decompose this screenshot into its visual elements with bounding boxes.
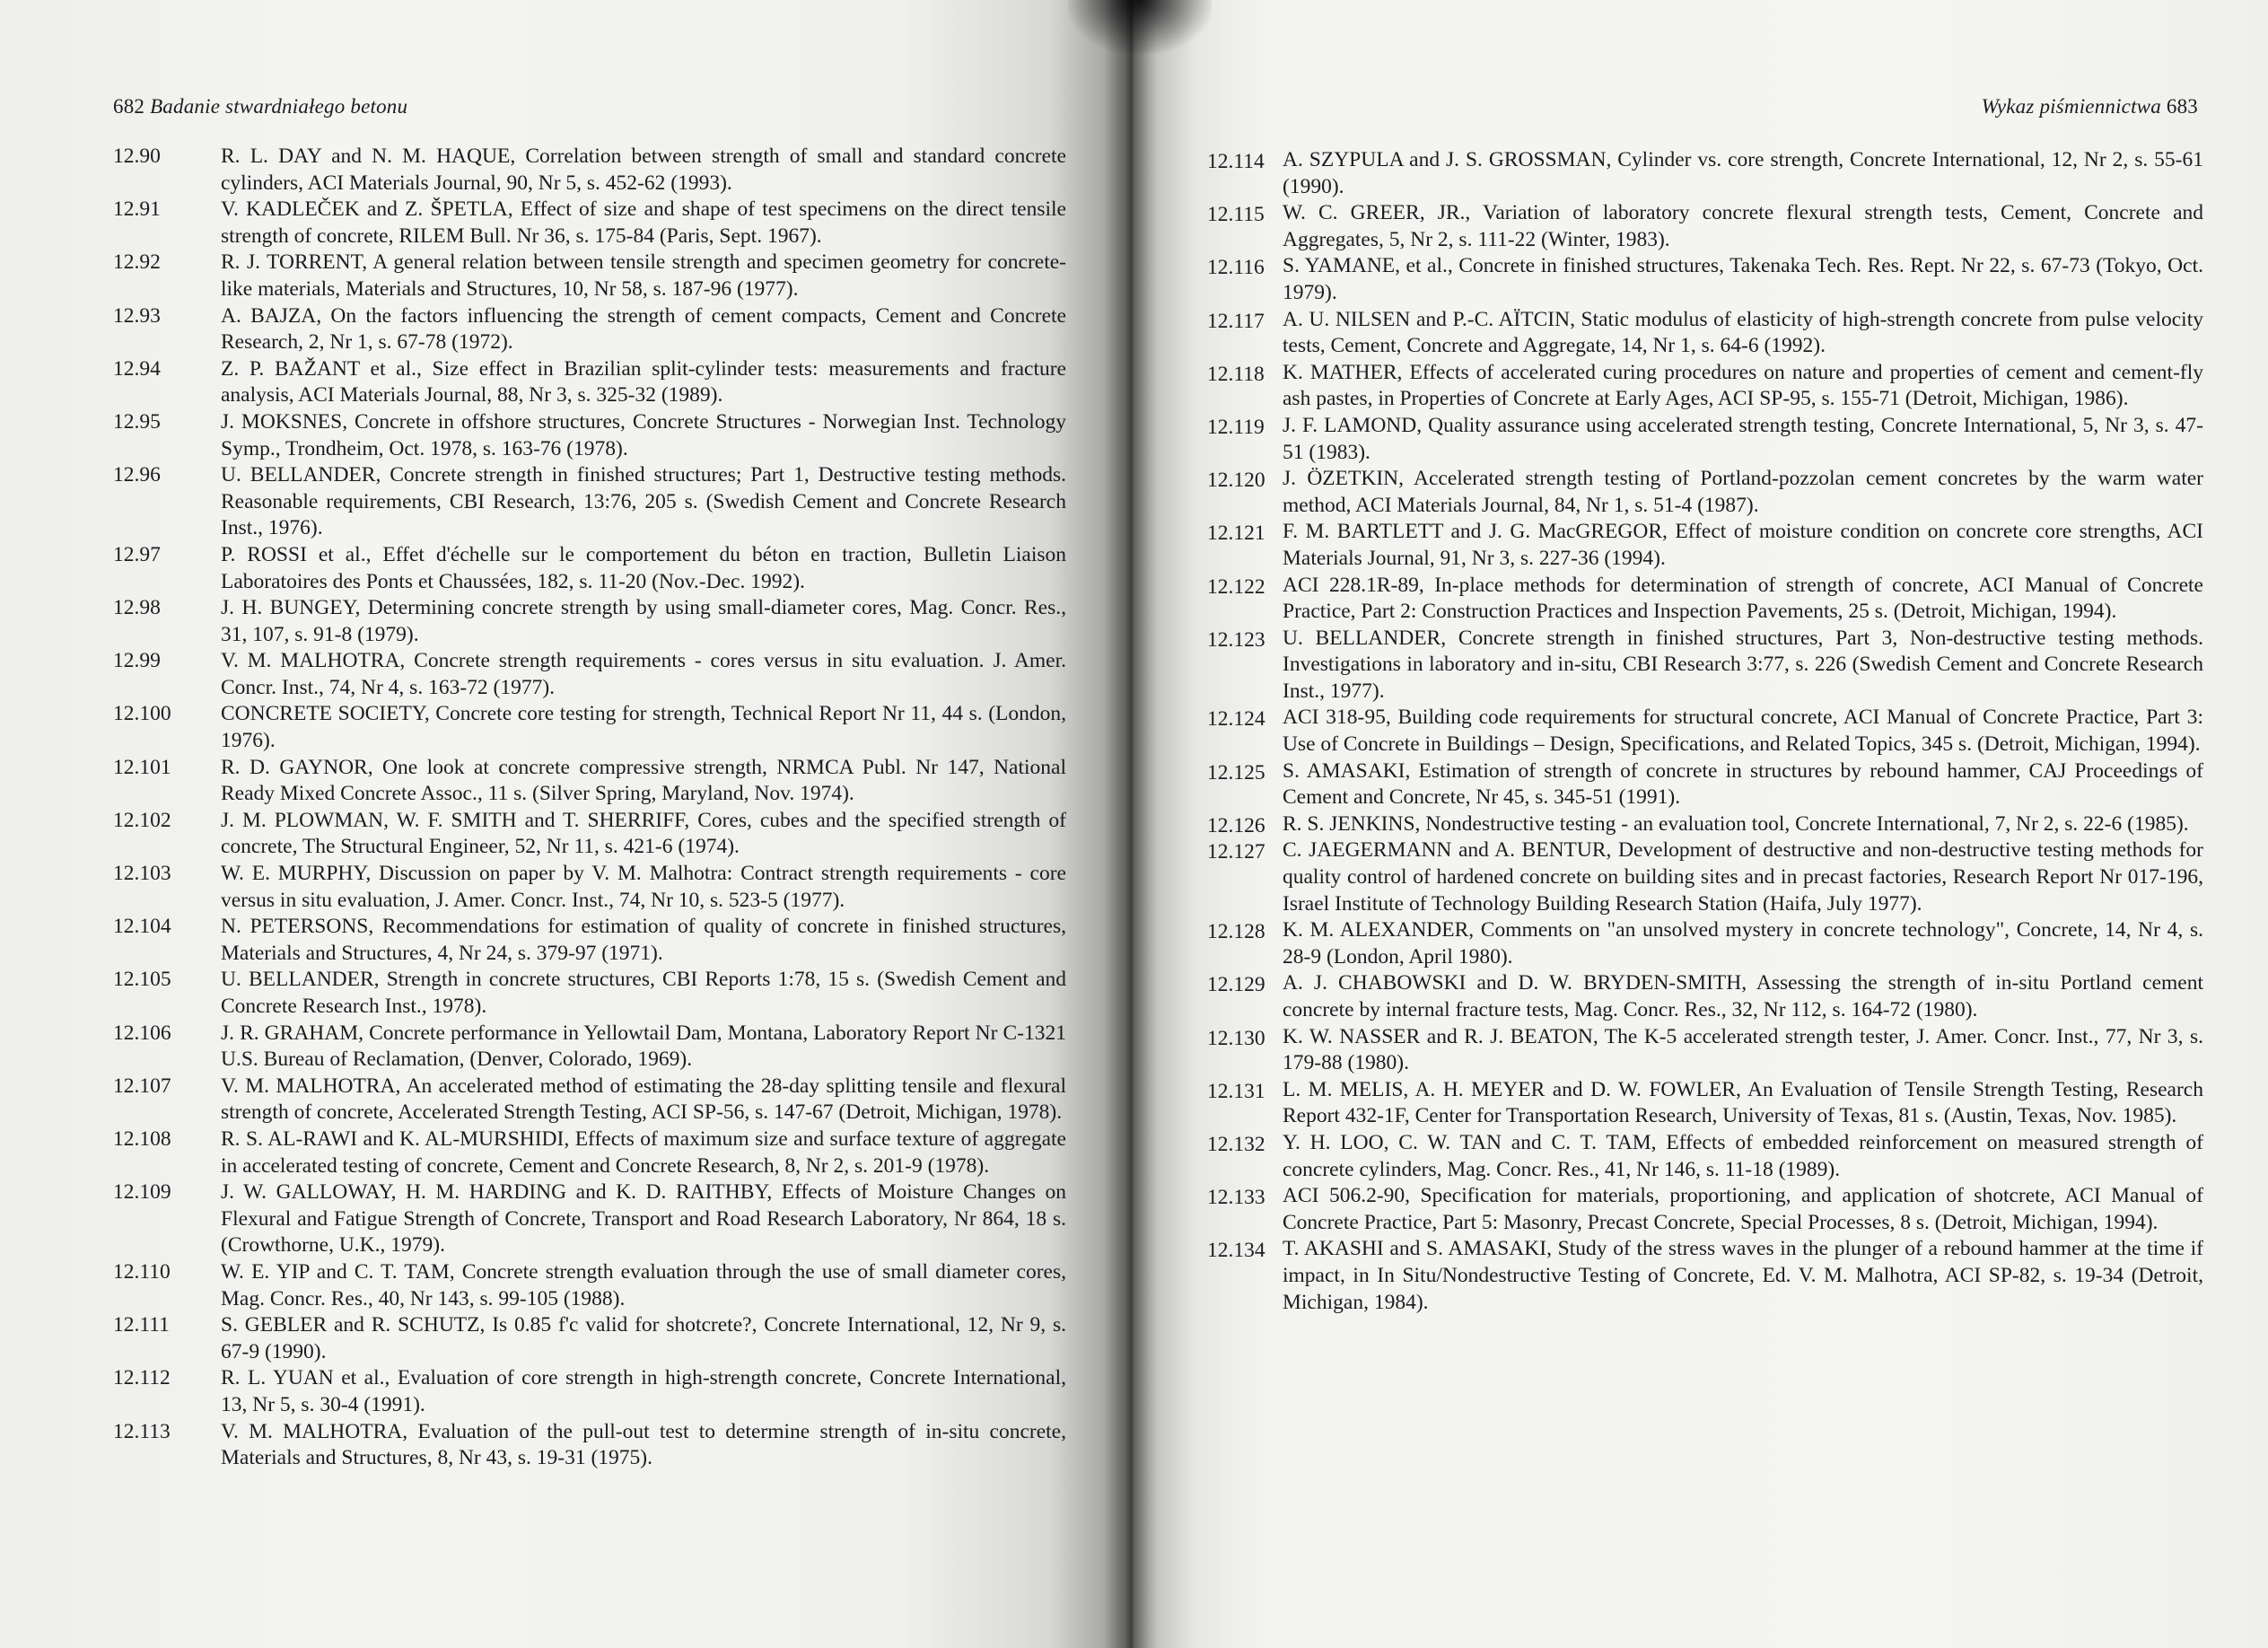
book-gutter-shadow [1104,0,1158,1648]
reference-text: R. S. JENKINS, Nondestructive testing - an evaluation tool, Concrete International, 7, Nr 2, s. 22-6 (1985). [1283,811,2189,836]
reference-entry [113,648,1066,701]
right-page-title: Wykaz piśmiennictwa [1981,95,2161,118]
reference-text: CONCRETE SOCIETY, Concrete core testing for strength, Technical Report Nr 11, 44 s. (London, 1976). [221,702,1066,753]
reference-text: J. MOKSNES, Concrete in offshore structures, Concrete Structures - Norwegian Inst. Technology Symp., Trondheim, Oct. 1978, s. 163-76 (1978). [221,409,1066,460]
reference-entry [1207,626,2203,706]
reference-entry [1207,705,2203,758]
reference-number: 12.125 [1207,760,1265,785]
reference-text: J. R. GRAHAM, Concrete performance in Yellowtail Dam, Montana, Laboratory Report Nr C-1321 U.S. Bureau of Reclamation, (Denver, Colorado, 1969). [221,1021,1066,1072]
reference-number: 12.102 [113,808,171,832]
reference-entry [113,1312,1066,1365]
reference-text: J. M. PLOWMAN, W. F. SMITH and T. SHERRIFF, Cores, cubes and the specified strength of concrete, The Structural Engineer, 52, Nr 11, s. 421-6 (1974). [221,808,1066,859]
reference-number: 12.90 [113,145,161,168]
reference-text: U. BELLANDER, Concrete strength in finished structures, Part 3, Non-destructive testing methods. Investigations in laboratory and in-situ, CBI Research 3:77, s. 226 (Swedish Cement and Concrete Research Inst., 1977). [1283,626,2203,703]
reference-entry [1207,200,2203,253]
reference-entry [1207,970,2203,1023]
reference-text: W. C. GREER, JR., Variation of laboratory concrete flexural strength tests, Cement, Concrete and Aggregates, 5, Nr 2, s. 111-22 (Winter, 1983). [1283,201,2203,251]
reference-entry [1207,360,2203,413]
reference-text: A. BAJZA, On the factors influencing the strength of cement compacts, Cement and Concrete Research, 2, Nr 1, s. 67-78 (1972). [221,303,1066,355]
reference-entry [1207,1024,2203,1077]
reference-number: 12.91 [113,197,161,222]
reference-number: 12.107 [113,1074,171,1098]
reference-text: Y. H. LOO, C. W. TAN and C. T. TAM, Effects of embedded reinforcement on measured strength of concrete cylinders, Mag. Concr. Res., 41, Nr 146, s. 11-18 (1989). [1283,1130,2203,1181]
reference-text: V. KADLEČEK and Z. ŠPETLA, Effect of size and shape of test specimens on the direct tensile strength of concrete, RILEM Bull. Nr 36, s. 175-84 (Paris, Sept. 1967). [221,197,1066,248]
reference-text: S. GEBLER and R. SCHUTZ, Is 0.85 f'c valid for shotcrete?, Concrete International, 12, Nr 9, s. 67-9 (1990). [221,1313,1066,1363]
reference-entry [113,1365,1066,1418]
reference-number: 12.112 [113,1366,171,1390]
reference-number: 12.108 [113,1126,171,1151]
reference-entry [113,197,1066,250]
reference-entry [113,542,1066,595]
reference-entry [1207,837,2203,917]
reference-entry [113,1179,1066,1259]
reference-entry [1207,519,2203,572]
reference-text: ACI 506.2-90, Specification for materials, proportioning, and application of shotcrete, ACI Manual of Concrete Practice, Part 5: Masonry, Precast Concrete, Special Processes, 8 s. (Detroit, Michigan, 1994). [1283,1184,2203,1234]
reference-text: K. MATHER, Effects of accelerated curing procedures on nature and properties of cement and cement-fly ash pastes, in Properties of Concrete at Early Ages, ACI SP-95, s. 155-71 (Detroit, Michigan, 1986). [1283,360,2203,411]
reference-text: A. SZYPULA and J. S. GROSSMAN, Cylinder vs. core strength, Concrete International, 12, Nr 2, s. 55-61 (1990). [1283,148,2203,198]
reference-text: ACI 228.1R-89, In-place methods for determination of strength of concrete, ACI Manual of Concrete Practice, Part 2: Construction Practices and Inspection Pavements, 25 s. (Detroit, Michigan, 1994). [1283,573,2203,624]
reference-text: V. M. MALHOTRA, Concrete strength requirements - cores versus in situ evaluation. J. Amer. Concr. Inst., 74, Nr 4, s. 163-72 (1977). [221,649,1066,699]
reference-entry [113,861,1066,914]
reference-number: 12.97 [113,542,161,566]
reference-number: 12.96 [113,463,161,487]
reference-number: 12.127 [1207,840,1265,864]
reference-entry [113,462,1066,542]
reference-entry [1207,917,2203,970]
right-reference-list [1207,147,2203,1316]
reference-number: 12.106 [113,1021,171,1045]
right-page-number: 683 [2166,95,2198,118]
reference-entry [1207,1077,2203,1130]
reference-text: R. S. AL-RAWI and K. AL-MURSHIDI, Effects of maximum size and surface texture of aggregate in accelerated testing of concrete, Cement and Concrete Research, 8, Nr 2, s. 201-9 (1978). [221,1126,1066,1178]
reference-entry [1207,1236,2203,1316]
left-page [0,0,1126,1648]
left-page-header [113,95,407,118]
reference-text: R. D. GAYNOR, One look at concrete compressive strength, NRMCA Publ. Nr 147, National Ready Mixed Concrete Assoc., 11 s. (Silver Spring, Maryland, Nov. 1974). [221,755,1066,806]
reference-entry [113,1126,1066,1179]
reference-number: 12.123 [1207,627,1265,652]
reference-number: 12.122 [1207,574,1265,599]
reference-text: Z. P. BAŽANT et al., Size effect in Brazilian split-cylinder tests: measurements and fracture analysis, ACI Materials Journal, 88, Nr 3, s. 325-32 (1989). [221,356,1066,408]
reference-entry [113,1074,1066,1126]
reference-text: J. H. BUNGEY, Determining concrete strength by using small-diameter cores, Mag. Concr. Res., 31, 107, s. 91-8 (1979). [221,596,1066,646]
reference-text: S. AMASAKI, Estimation of strength of concrete in structures by rebound hammer, CAJ Proceedings of Cement and Concrete, Nr 45, s. 345-51 (1991). [1283,758,2203,810]
reference-number: 12.94 [113,356,161,381]
reference-number: 12.132 [1207,1132,1265,1156]
reference-text: K. M. ALEXANDER, Comments on "an unsolved mystery in concrete technology", Concrete, 14, Nr 4, s. 28-9 (London, April 1980). [1283,918,2203,969]
reference-entry [1207,758,2203,811]
reference-number: 12.133 [1207,1186,1265,1210]
reference-number: 12.129 [1207,973,1265,997]
reference-number: 12.103 [113,862,171,886]
reference-text: T. AKASHI and S. AMASAKI, Study of the stress waves in the plunger of a rebound hammer at the time if impact, in In Situ/Nondestructive Testing of Concrete, Ed. V. M. Malhotra, ACI SP-82, s. 19-34 (Detroit, Michigan, 1984). [1283,1237,2203,1314]
reference-text: K. W. NASSER and R. J. BEATON, The K-5 accelerated strength tester, J. Amer. Concr. Inst., 77, Nr 3, s. 179-88 (1980). [1283,1024,2203,1075]
reference-entry [113,755,1066,808]
reference-text: J. ÖZETKIN, Accelerated strength testing of Portland-pozzolan cement concretes by the warm water method, ACI Materials Journal, 84, Nr 1, s. 51-4 (1987). [1283,467,2203,517]
reference-number: 12.113 [113,1419,171,1443]
reference-number: 12.99 [113,649,161,673]
reference-number: 12.131 [1207,1079,1265,1103]
reference-number: 12.100 [113,702,171,726]
reference-entry [113,701,1066,754]
reference-text: U. BELLANDER, Strength in concrete structures, CBI Reports 1:78, 15 s. (Swedish Cement and Concrete Research Inst., 1978). [221,968,1066,1018]
right-page-header [1982,95,2198,118]
reference-entry [1207,1130,2203,1183]
reference-entry [113,409,1066,462]
reference-entry [1207,811,2203,838]
reference-number: 12.117 [1207,309,1265,333]
gutter-corner-shadow [1068,0,1212,54]
reference-number: 12.124 [1207,707,1265,732]
reference-text: ACI 318-95, Building code requirements for structural concrete, ACI Manual of Concrete Practice, Part 3: Use of Concrete in Buildings – Design, Specifications, and Related Topics, 345 s. (Detroit, Michigan, 1994). [1283,706,2203,757]
reference-entry [1207,307,2203,360]
reference-entry [113,250,1066,302]
reference-text: R. J. TORRENT, A general relation between tensile strength and specimen geometry for concrete-like materials, Materials and Structures, 10, Nr 58, s. 187-96 (1977). [221,250,1066,301]
right-page [1126,0,2268,1648]
reference-entry [113,1259,1066,1312]
reference-text: V. M. MALHOTRA, Evaluation of the pull-out test to determine strength of in-situ concrete, Materials and Structures, 8, Nr 43, s. 19-31 (1975). [221,1419,1066,1470]
reference-number: 12.134 [1207,1239,1265,1263]
reference-number: 12.114 [1207,150,1265,173]
reference-text: V. M. MALHOTRA, An accelerated method of estimating the 28-day splitting tensile and flexural strength of concrete, Accelerated Strength Testing, ACI SP-56, s. 147-67 (Detroit, Michigan, 1978). [221,1074,1066,1125]
reference-entry [1207,147,2203,200]
reference-text: A. U. NILSEN and P.-C. AÏTCIN, Static modulus of elasticity of high-strength concrete from pulse velocity tests, Cement, Concrete and Aggregate, 14, Nr 1, s. 64-6 (1992). [1283,307,2203,358]
reference-entry [113,914,1066,967]
reference-entry [113,808,1066,861]
left-page-number: 682 [113,95,145,118]
reference-number: 12.128 [1207,920,1265,944]
reference-number: 12.121 [1207,522,1265,546]
reference-entry [113,144,1066,197]
reference-number: 12.119 [1207,415,1265,439]
reference-number: 12.93 [113,303,161,328]
reference-number: 12.120 [1207,469,1265,493]
left-reference-list [113,144,1066,1472]
reference-entry [1207,1183,2203,1236]
reference-entry [113,1419,1066,1472]
reference-text: N. PETERSONS, Recommendations for estimation of quality of concrete in finished structures, Materials and Structures, 4, Nr 24, s. 379-97 (1971). [221,915,1066,965]
reference-number: 12.104 [113,915,171,939]
reference-entry [1207,253,2203,306]
reference-text: J. F. LAMOND, Quality assurance using accelerated strength testing, Concrete International, 5, Nr 3, s. 47-51 (1983). [1283,413,2203,464]
reference-entry [1207,413,2203,466]
reference-text: S. YAMANE, et al., Concrete in finished structures, Takenaka Tech. Res. Rept. Nr 22, s. 67-73 (Tokyo, Oct. 1979). [1283,254,2203,304]
reference-number: 12.116 [1207,256,1265,280]
reference-text: R. L. YUAN et al., Evaluation of core strength in high-strength concrete, Concrete International, 13, Nr 5, s. 30-4 (1991). [221,1366,1066,1416]
reference-number: 12.105 [113,968,171,992]
reference-number: 12.118 [1207,362,1265,386]
reference-text: C. JAEGERMANN and A. BENTUR, Development of destructive and non-destructive testing methods for quality control of hardened concrete on building sites and in precast factories, Research Report Nr 017-196, Israel Institute of Technology Building Research Station (Haifa, July 1977). [1283,838,2203,916]
reference-number: 12.109 [113,1180,171,1205]
reference-number: 12.98 [113,596,161,620]
reference-text: L. M. MELIS, A. H. MEYER and D. W. FOWLER, An Evaluation of Tensile Strength Testing, Research Report 432-1F, Center for Transportation Research, University of Texas, 81 s. (Austin, Texas, Nov. 1985). [1283,1077,2203,1128]
reference-number: 12.101 [113,755,171,779]
reference-number: 12.115 [1207,203,1265,227]
reference-entry [113,356,1066,409]
reference-text: W. E. MURPHY, Discussion on paper by V. M. Malhotra: Contract strength requirements - core versus in situ evaluation, J. Amer. Concr. Inst., 74, Nr 10, s. 523-5 (1977). [221,862,1066,912]
reference-text: A. J. CHABOWSKI and D. W. BRYDEN-SMITH, Assessing the strength of in-situ Portland cement concrete by internal fracture tests, Mag. Concr. Res., 32, Nr 112, s. 164-72 (1980). [1283,971,2203,1021]
reference-number: 12.92 [113,250,161,275]
reference-entry [113,967,1066,1020]
reference-entry [113,595,1066,648]
left-page-title: Badanie stwardniałego betonu [150,95,408,118]
reference-text: W. E. YIP and C. T. TAM, Concrete strength evaluation through the use of small diameter cores, Mag. Concr. Res., 40, Nr 143, s. 99-105 (1988). [221,1259,1066,1311]
reference-number: 12.111 [113,1313,170,1337]
reference-number: 12.110 [113,1259,171,1284]
reference-number: 12.130 [1207,1026,1265,1050]
reference-number: 12.95 [113,409,161,434]
reference-entry [1207,573,2203,626]
reference-text: P. ROSSI et al., Effet d'échelle sur le comportement du béton en traction, Bulletin Liaison Laboratoires des Ponts et Chaussées, 182, s. 11-20 (Nov.-Dec. 1992). [221,542,1066,593]
reference-text: F. M. BARTLETT and J. G. MacGREGOR, Effect of moisture condition on concrete core strengths, ACI Materials Journal, 91, Nr 3, s. 227-36 (1994). [1283,520,2203,570]
reference-text: R. L. DAY and N. M. HAQUE, Correlation between strength of small and standard concrete cylinders, ACI Materials Journal, 90, Nr 5, s. 452-62 (1993). [221,145,1066,195]
reference-entry [113,1021,1066,1074]
reference-text: U. BELLANDER, Concrete strength in finished structures; Part 1, Destructive testing methods. Reasonable requirements, CBI Research, 13:76, 205 s. (Swedish Cement and Concrete Research Inst., 1976). [221,463,1066,540]
reference-number: 12.126 [1207,813,1265,837]
reference-entry [1207,466,2203,519]
reference-entry [113,303,1066,356]
reference-text: J. W. GALLOWAY, H. M. HARDING and K. D. RAITHBY, Effects of Moisture Changes on Flexural and Fatigue Strength of Concrete, Transport and Road Research Laboratory, Nr 864, 18 s. (Crowthorne, U.K., 1979). [221,1180,1066,1258]
